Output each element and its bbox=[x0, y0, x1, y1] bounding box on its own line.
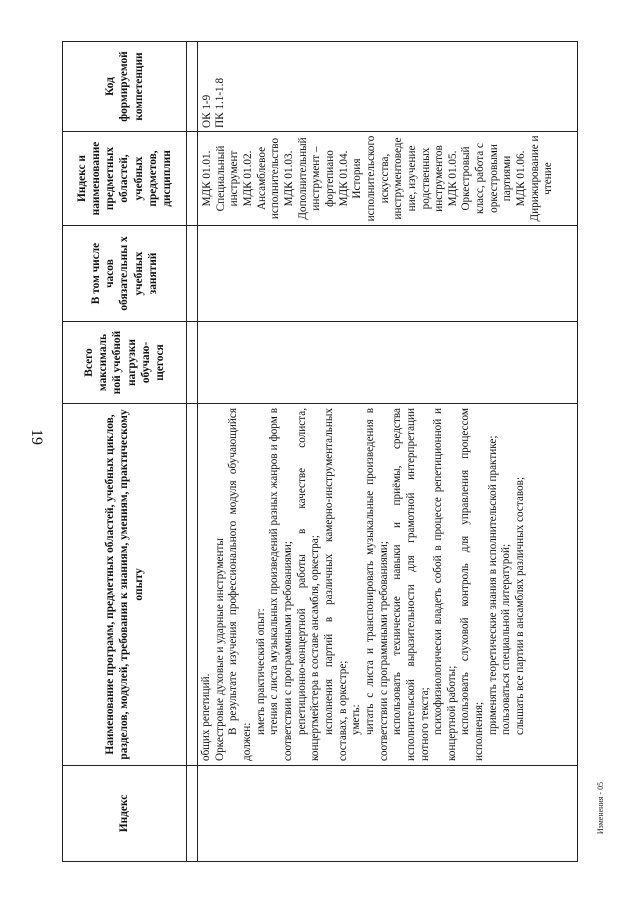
subject-line: МДК 01.03. bbox=[282, 150, 295, 207]
cell-max-load bbox=[198, 322, 578, 404]
name-line: иметь практический опыт: bbox=[254, 608, 267, 735]
subject-line: МДК 01.01. bbox=[201, 150, 213, 207]
name-line: применять теоретические знания в исполнительской практике; bbox=[486, 435, 499, 735]
page-number: 19 bbox=[28, 429, 45, 445]
name-line: репетиционно-концертной работы в качестве солиста, концертмейстера в составе ансамбля, оркестра; bbox=[295, 408, 322, 761]
header-name: Наименование программ, предметных областей, учебных циклов, разделов, модулей, требования к знаниям, умениям, практическому опыту bbox=[63, 404, 187, 766]
footer-note: Изменения - 05 bbox=[596, 781, 605, 835]
competence-line: ОК 1-9 bbox=[201, 94, 213, 128]
subject-line: Дирижирование и чтение bbox=[528, 135, 555, 222]
subject-line: МДК 01.05. bbox=[446, 150, 459, 207]
name-line: исполнения партий в различных камерно-инструментальных составах, в оркестре; bbox=[322, 408, 349, 761]
subject-line: Ансамблевое исполнительство bbox=[255, 137, 282, 220]
name-line: Оркестровые духовые и ударные инструменты bbox=[213, 538, 226, 761]
header-mandatory: В том числе часов обязательны х учебных занятий bbox=[63, 226, 187, 322]
subject-line: МДК 01.06. bbox=[515, 150, 528, 207]
name-line: общих репетиций. bbox=[200, 673, 212, 761]
rotated-table-wrapper bbox=[62, 42, 578, 862]
name-line: использовать технические навыки и приёмы, средства исполнительской выразительности для грамотной интерпретации нотного текста; bbox=[391, 408, 431, 761]
subject-line: История исполнительского искусства, инструментоведе ние, изучение родственных инструментов bbox=[351, 135, 446, 222]
sub-cell bbox=[187, 766, 198, 862]
name-line: уметь: bbox=[350, 704, 363, 735]
subject-line: МДК 01.02. bbox=[241, 150, 254, 207]
name-line: В результате изучения профессионального модуля обучающийся должен: bbox=[227, 408, 253, 761]
name-line: чтения с листа музыкальных произведений разных жанров и форм в соответствии с программными требованиями; bbox=[268, 408, 294, 761]
header-max-load: Всего максималь ной учебной нагрузки обучаю-щегося bbox=[63, 322, 187, 404]
sub-cell bbox=[187, 132, 198, 226]
cell-subjects bbox=[198, 132, 578, 226]
sub-cell bbox=[187, 404, 198, 766]
table-numbering-row bbox=[187, 42, 198, 862]
cell-name bbox=[198, 404, 578, 766]
table-header-row bbox=[63, 42, 187, 862]
name-line: читать с листа и транспонировать музыкальные произведения в соответствии с программными требованиями; bbox=[363, 408, 390, 761]
name-line: использовать слуховой контроль для управления процессом исполнения; bbox=[459, 408, 486, 761]
subject-line: Оркестровый класс, работа с оркестровыми партиями bbox=[460, 143, 514, 214]
sub-cell bbox=[187, 322, 198, 404]
cell-mandatory bbox=[198, 226, 578, 322]
subject-line: Дополнительный инструмент – фортепиано bbox=[296, 137, 336, 220]
competence-line: ПК 1.1-1.8 bbox=[214, 77, 227, 128]
cell-competence bbox=[198, 42, 578, 132]
header-subjects: Индекс и наименование предметных областей, учебных предметов, дисциплин bbox=[63, 132, 187, 226]
subject-line: Специальный инструмент bbox=[214, 145, 241, 212]
sub-cell bbox=[187, 226, 198, 322]
header-index: Индекс bbox=[63, 766, 187, 862]
cell-index bbox=[198, 766, 578, 862]
curriculum-table bbox=[62, 41, 578, 862]
name-line: слышать все партии в ансамблях различных составов; bbox=[514, 476, 527, 735]
name-line: пользоваться специальной литературой; bbox=[500, 543, 513, 735]
header-competence: Код формируемой компетенции bbox=[63, 42, 187, 132]
subject-line: МДК 01.04. bbox=[337, 150, 350, 207]
name-line: психофизиологически владеть собой в процессе репетиционной и концертной работы; bbox=[432, 408, 458, 761]
table-row bbox=[198, 42, 578, 862]
sub-cell bbox=[187, 42, 198, 132]
